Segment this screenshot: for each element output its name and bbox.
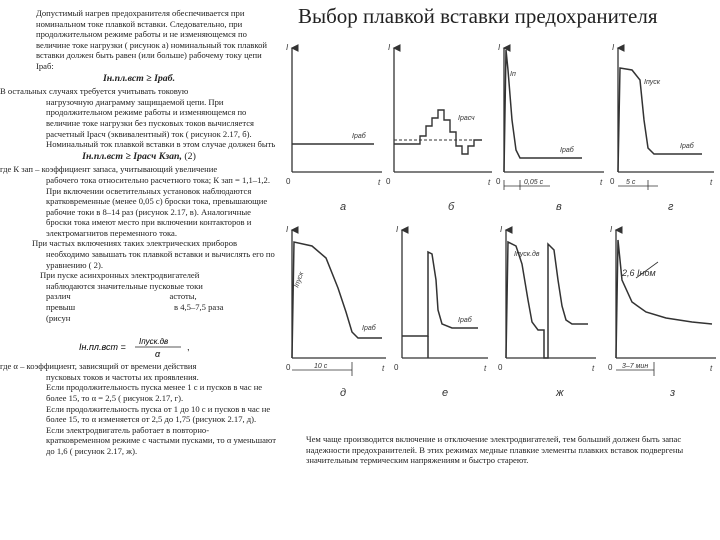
paragraph-async-line5: (рисун — [46, 312, 71, 323]
right-paragraph: Чем чаще производится включение и отключение электродвигателей, тем больший должен быть запас надежности предохранителей. В этих режимах медные плавкие элементы плавких вставок подвергены значительным термическим напряжениям и быстро стареют. — [306, 434, 684, 466]
letter-a: а — [340, 201, 347, 213]
paragraph-frequent-lead: При частых включениях таких электрических приборов — [32, 238, 238, 249]
letter-v: в — [556, 201, 562, 213]
axis-i-d: I — [286, 225, 289, 234]
label-ipusk-g: Iпуск — [644, 79, 661, 86]
axis-t-zh: t — [592, 364, 595, 373]
paragraph-frequent: необходимо завышать ток плавкой вставки и вычислять его по уравнению ( 2). — [46, 249, 275, 270]
panel-v — [496, 43, 604, 213]
paragraph-lighting: При включении осветительных установок наблюдаются кратковременные (менее 0,05 с) броски тока, превышающие рабочие токи в 8–14 раз (рисунок 2.17, в). Аналогичные броски тока имеют место при включении контакторов и электромагнитов переменного тока. — [46, 185, 268, 238]
label-irab-v: Iраб — [560, 147, 574, 154]
letter-b: б — [448, 201, 455, 213]
formula-alpha-comma: , — [187, 342, 190, 352]
paragraph-async-line2: наблюдаются значительные пусковые токи — [46, 280, 203, 291]
paragraph-async-line3: различ астоты, — [46, 291, 197, 302]
axis-t-b: t — [488, 178, 491, 187]
dim-10: 10 с — [314, 363, 328, 370]
paragraph-async-line4: превыш в 4,5–7,5 раза — [46, 302, 224, 313]
origin-zh: 0 — [498, 363, 503, 372]
axis-t-g: t — [710, 178, 713, 187]
origin-g: 0 — [610, 177, 615, 186]
paragraph-async-lead: При пуске асинхронных электродвигателей — [40, 270, 200, 281]
letter-e: е — [442, 387, 449, 399]
axis-t-e: t — [484, 364, 487, 373]
axis-i-v: I — [498, 43, 501, 52]
label-ipuskdv-zh: Iпуск.дв — [514, 251, 540, 258]
origin-z: 0 — [608, 363, 613, 372]
panel-d — [286, 225, 386, 399]
formula-alpha-numerator: Iпуск.дв — [139, 337, 169, 346]
letter-z: з — [670, 387, 676, 399]
label-irasch-b: Iрасч — [458, 115, 475, 122]
panel-z — [608, 225, 716, 399]
origin-b: 0 — [386, 177, 391, 186]
paragraph-kzap: рабочего тока относительно расчетного тока; К зап = 1,1–1,2. — [46, 174, 270, 185]
label-irab-g: Iраб — [680, 143, 694, 150]
axis-i-a: I — [286, 43, 289, 52]
axis-i-g: I — [612, 43, 615, 52]
letter-d: д — [340, 387, 347, 399]
formula-iраб: Iн.пл.вст ≥ Iраб. — [102, 72, 176, 84]
left-text-column — [0, 8, 278, 457]
formula-alpha-denominator: α — [155, 349, 161, 358]
formula-alpha — [77, 336, 197, 358]
axis-i-b: I — [388, 43, 391, 52]
paragraph-alpha: пусковых токов и частоты их проявления. — [46, 371, 199, 382]
paragraph-kzap-lead: где К зап – коэффициент запаса, учитывающий увеличение — [0, 164, 218, 175]
panel-g — [610, 43, 714, 213]
letter-zh: ж — [556, 387, 564, 399]
formula-irasch-expr: Iн.пл.вст ≥ Iрасч Кзап, — [82, 150, 182, 162]
label-irab-a: Iраб — [352, 133, 366, 140]
dim-005: 0,05 с — [524, 179, 544, 186]
paragraph-load-diagram-lead: В остальных случаях требуется учитывать токовую — [0, 86, 189, 97]
panel-a — [286, 43, 382, 213]
axis-t-v: t — [600, 178, 603, 187]
dim-5: 5 с — [626, 179, 636, 186]
panel-b — [386, 43, 492, 213]
origin-d: 0 — [286, 363, 291, 372]
page-title: Выбор плавкой вставки предохранителя — [298, 4, 658, 28]
axis-i-e: I — [396, 225, 399, 234]
dim-37: 3–7 мин — [622, 363, 649, 370]
label-irab-d: Iраб — [362, 325, 376, 332]
paragraph-start-10s: Если продолжительность пуска от 1 до 10 с и пусков в час не более 15, то α изменяется от 2,5 до 1,75 (рисунок 2.17, д). — [46, 403, 271, 425]
axis-t-a: t — [378, 178, 381, 187]
label-ipusk-d: Iпуск — [293, 271, 306, 289]
origin-e: 0 — [394, 363, 399, 372]
axis-t-d: t — [382, 364, 385, 373]
formula-alpha-left: Iн.пл.вст = — [79, 342, 126, 352]
origin-v: 0 — [496, 177, 501, 186]
paragraph-start-1s: Если продолжительность пуска менее 1 с и пусков в час не более 15, то α = 2,5 ( рисунок 2.17, г). — [46, 382, 263, 403]
formula-irasch — [0, 152, 278, 163]
axis-t-z: t — [710, 364, 713, 373]
label-in-v: Iп — [510, 71, 516, 78]
formula-number: (2) — [181, 150, 196, 162]
paragraph-intermittent: кратковременном режиме с частыми пусками, то α уменьшают до 1,6 ( рисунок 2.17, ж). — [46, 435, 276, 456]
axis-i-zh: I — [500, 225, 503, 234]
paragraph-alpha-lead: где α – коэффициент, зависящий от времени действия — [0, 361, 197, 372]
label-irab-e: Iраб — [458, 317, 472, 324]
paragraph-load-diagram: нагрузочную диаграмму защищаемой цепи. При продолжительном режиме работы и изменяющемся по величине токе нагрузки без пусковых токов вычисляется расчетный Iрасч (эквивалентный) ток ( рисунок 2.17, б). Номинальный ток плавкой вставки в этом случае должен быть — [46, 96, 276, 150]
panel-e — [394, 225, 488, 399]
paragraph-nominal-heating: Допустимый нагрев предохранителя обеспечивается при номинальном токе плавкой вставки. Следовательно, при продолжительном режиме работы и не изменяющемся по величине токе нагрузки ( рисунок а) номинальный ток плавкой вставки должен быть равен (или больше) рабочему току цепи Iраб: — [36, 8, 267, 71]
current-diagrams-figure — [282, 40, 720, 410]
letter-g: г — [668, 201, 674, 213]
label-26-inom: 2,6 Iном — [622, 268, 656, 278]
axis-i-z: I — [610, 225, 613, 234]
paragraph-intermittent-lead: Если электродвигатель работает в повторно- — [46, 424, 210, 435]
origin-a: 0 — [286, 177, 291, 186]
panel-zh — [498, 225, 596, 399]
